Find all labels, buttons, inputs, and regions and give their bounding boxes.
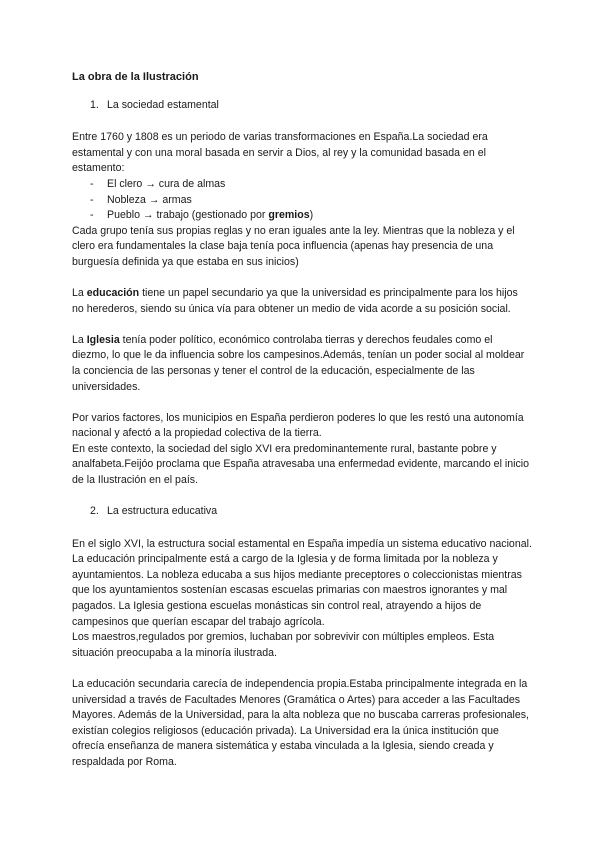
section-2-paragraph-3: La educación secundaria carecía de independencia propia.Estaba principalmente integrada en la universidad a través de Facultades Menores (Gramática o Artes) para acceder a las Facultades Mayores. Además de la Universidad, para la alta nobleza que no buscaba carreras profesionales, existían colegios religiosos (educación privada). La Universidad era la única institución que ofrecía enseñanza de manera sistemática y estaba vinculada a la Iglesia, siendo creada y respaldada por Roma.: [72, 677, 529, 768]
section-2-paragraph-1: En el siglo XVI, la estructura social estamental en España impedía un sistema educativo nacional. La educación principalmente está a cargo de la Iglesia y de forma limitada por la nobleza y ayuntamientos. La nobleza educaba a sus hijos mediante preceptores o coleccionistas mientras que los ayuntamientos sostenían escasas escuelas primarias con maestros ignorantes y mal pagados. La Iglesia gestiona escuelas monásticas sin control real, atrayendo a hijos de campesinos que querían escapar del trabajo agrícola.: [72, 537, 532, 628]
estate-list: [72, 177, 532, 224]
section-2-heading: [72, 504, 532, 520]
bold-educacion: educación: [86, 287, 140, 300]
section-2-paragraph-2: Los maestros,regulados por gremios, luchaban por sobrevivir con múltiples empleos. Esta situación preocupaba a la minoría ilustrada.: [72, 631, 495, 659]
section-1-after-list: Cada grupo tenía sus propias reglas y no eran iguales ante la ley. Mientras que la nobleza y el clero era fundamentales la clase baja tenía poca influencia (apenas hay presencia de una burguesía definida ya que estaba en sus inicios): [72, 224, 515, 268]
document-title: La obra de la Ilustración: [72, 71, 199, 83]
document-page: [72, 70, 532, 786]
section-2-title: La estructura educativa: [107, 505, 218, 518]
list-item-nobility: - Nobleza → armas: [90, 193, 532, 209]
context-paragraph: En este contexto, la sociedad del siglo XVI era predominantemente rural, bastante pobre y analfabeta.Feijóo proclama que España atravesaba una enfermedad evidente, marcando el inicio de la Ilustración en el país.: [72, 442, 530, 486]
section-2-number: 2.: [90, 505, 99, 518]
list-item-people: - Pueblo → trabajo (gestionado por gremios): [90, 208, 532, 224]
section-1-title: La sociedad estamental: [107, 98, 219, 111]
church-paragraph: La Iglesia tenía poder político, económico controlaba tierras y derechos feudales como el diezmo, lo que le da influencia sobre los campesinos.Además, tenían un poder social al moldear la conciencia de las personas y tener el control de la educación, especialmente de las universidades.: [72, 333, 525, 393]
list-item-clergy: - El clero → cura de almas: [90, 177, 532, 193]
section-1-number: 1.: [90, 98, 99, 111]
factors-paragraph: Por varios factores, los municipios en España perdieron poderes lo que les restó una autonomía nacional y afectó a la propiedad colectiva de la tierra.: [72, 411, 524, 440]
bold-iglesia: Iglesia: [86, 333, 120, 346]
bold-gremios: gremios: [268, 209, 310, 222]
education-paragraph: La educación tiene un papel secundario ya que la universidad es principalmente para los hijos no herederos, siendo su única vía para obtener un medio de vida acorde a su posición social.: [72, 287, 518, 315]
section-1-intro: Entre 1760 y 1808 es un periodo de varias transformaciones en España.La sociedad era estamental y con una moral basada en servir a Dios, al rey y la comunidad basada en el estamento:: [72, 131, 488, 175]
section-1-heading: [72, 98, 532, 114]
